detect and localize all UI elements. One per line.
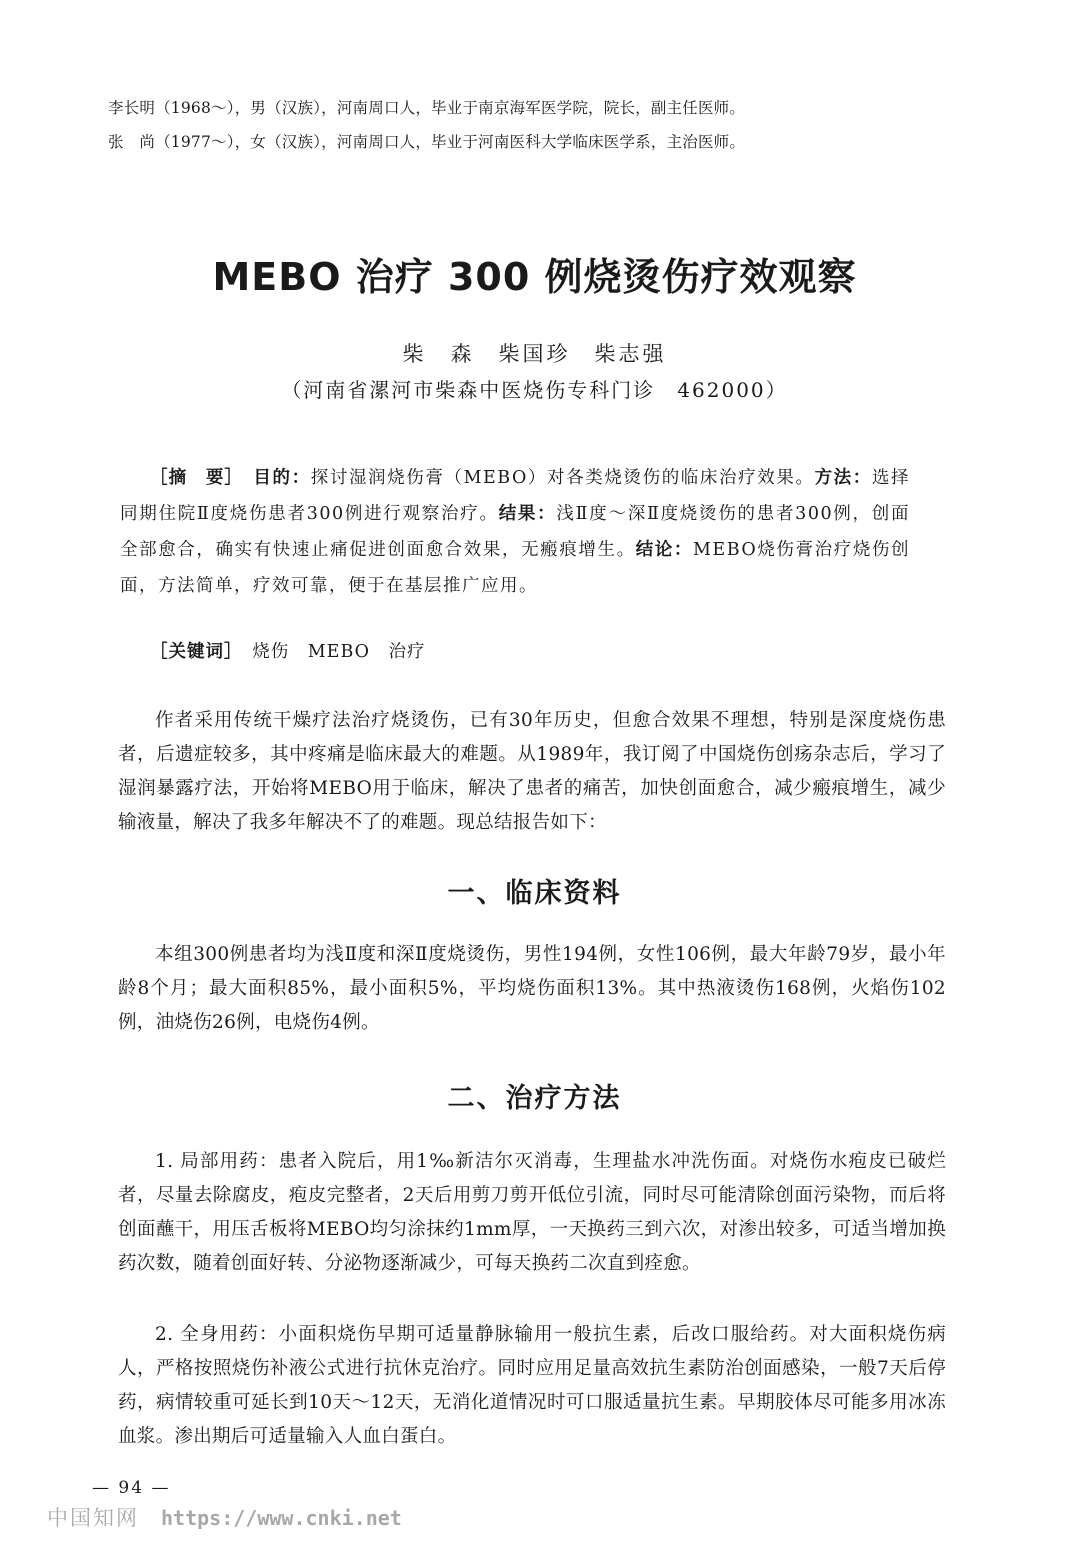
objective-label: 目的： bbox=[253, 468, 311, 488]
author-list: 柴 森 柴国珍 柴志强 bbox=[402, 342, 667, 366]
method-text: 选择同期住院Ⅱ度烧伤患者300例进行观察治疗。 bbox=[120, 468, 910, 524]
watermark-site-name: 中国知网 bbox=[47, 1506, 139, 1530]
local-treatment-paragraph: 1. 局部用药：患者入院后，用1‰新洁尔灭消毒，生理盐水冲洗伤面。对烧伤水疱皮已破烂者，尽量去除腐皮，疱皮完整者，2天后用剪刀剪开低位引流，同时尽可能清除创面污染物，而后将创面蘸干，用压舌板将MEBO均匀涂抹约1mm厚，一天换药三到六次，对渗出较多，可适当增加换药次数，随着创面好转、分泌物逐渐减少，可每天换药二次直到痊愈。 bbox=[118, 1151, 946, 1274]
result-text: 浅Ⅱ度～深Ⅱ度烧烫伤的患者300例，创面全部愈合，确实有快速止痛促进创面愈合效果，无瘢痕增生。 bbox=[120, 504, 911, 560]
author-footnote-2: 张 尚（1977～），女（汉族），河南周口人，毕业于河南医科大学临床医学系，主治医师。 bbox=[108, 133, 746, 151]
conclusion-text: MEBO烧伤膏治疗烧伤创面，方法简单，疗效可靠，便于在基层推广应用。 bbox=[120, 540, 911, 596]
keywords-label: ［关键词］ bbox=[150, 642, 234, 662]
keywords-terms: 烧伤 MEBO 治疗 bbox=[233, 642, 426, 662]
page-number: — 94 — bbox=[92, 1478, 171, 1498]
author-footnote-1: 李长明（1968～），男（汉族），河南周口人，毕业于南京海军医学院，院长，副主任医师。 bbox=[108, 99, 746, 117]
intro-paragraph: 作者采用传统干燥疗法治疗烧烫伤，已有30年历史，但愈合效果不理想，特别是深度烧伤患者，后遗症较多，其中疼痛是临床最大的难题。从1989年，我订阅了中国烧伤创疡杂志后，学习了湿润暴露疗法，开始将MEBO用于临床，解决了患者的痛苦，加快创面愈合，减少瘢痕增生，减少输液量，解决了我多年解决不了的难题。现总结报告如下： bbox=[118, 710, 946, 833]
result-label: 结果： bbox=[498, 504, 557, 524]
clinical-data-paragraph: 本组300例患者均为浅Ⅱ度和深Ⅱ度烧烫伤，男性194例，女性106例，最大年龄79岁，最小年龄8个月；最大面积85%，最小面积5%，平均烧伤面积13%。其中热液烫伤168例，火焰伤102例，油烧伤26例，电烧伤4例。 bbox=[118, 944, 946, 1033]
method-label: 方法： bbox=[814, 468, 872, 488]
systemic-treatment-paragraph: 2. 全身用药：小面积烧伤早期可适量静脉输用一般抗生素，后改口服给药。对大面积烧伤病人，严格按照烧伤补液公式进行抗休克治疗。同时应用足量高效抗生素防治创面感染，一般7天后停药，病情较重可延长到10天～12天，无消化道情况时可口服适量抗生素。早期胶体尽可能多用冰冻血浆。渗出期后可适量输入人血白蛋白。 bbox=[118, 1324, 946, 1447]
keywords bbox=[150, 638, 425, 663]
section-heading-clinical: 一、临床资料 bbox=[447, 878, 622, 909]
affiliation: （河南省漯河市柴森中医烧伤专科门诊 462000） bbox=[281, 378, 788, 402]
cnki-watermark bbox=[47, 1502, 402, 1532]
conclusion-label: 结论： bbox=[635, 540, 693, 560]
objective-text: 探讨湿润烧伤膏（MEBO）对各类烧烫伤的临床治疗效果。 bbox=[310, 468, 815, 488]
abstract bbox=[120, 460, 910, 604]
abstract-label: ［摘 要］ bbox=[150, 468, 235, 488]
section-heading-treatment: 二、治疗方法 bbox=[447, 1083, 622, 1114]
paper-title: MEBO 治疗 300 例烧烫伤疗效观察 bbox=[212, 255, 857, 299]
watermark-url: https://www.cnki.net bbox=[161, 1506, 402, 1530]
